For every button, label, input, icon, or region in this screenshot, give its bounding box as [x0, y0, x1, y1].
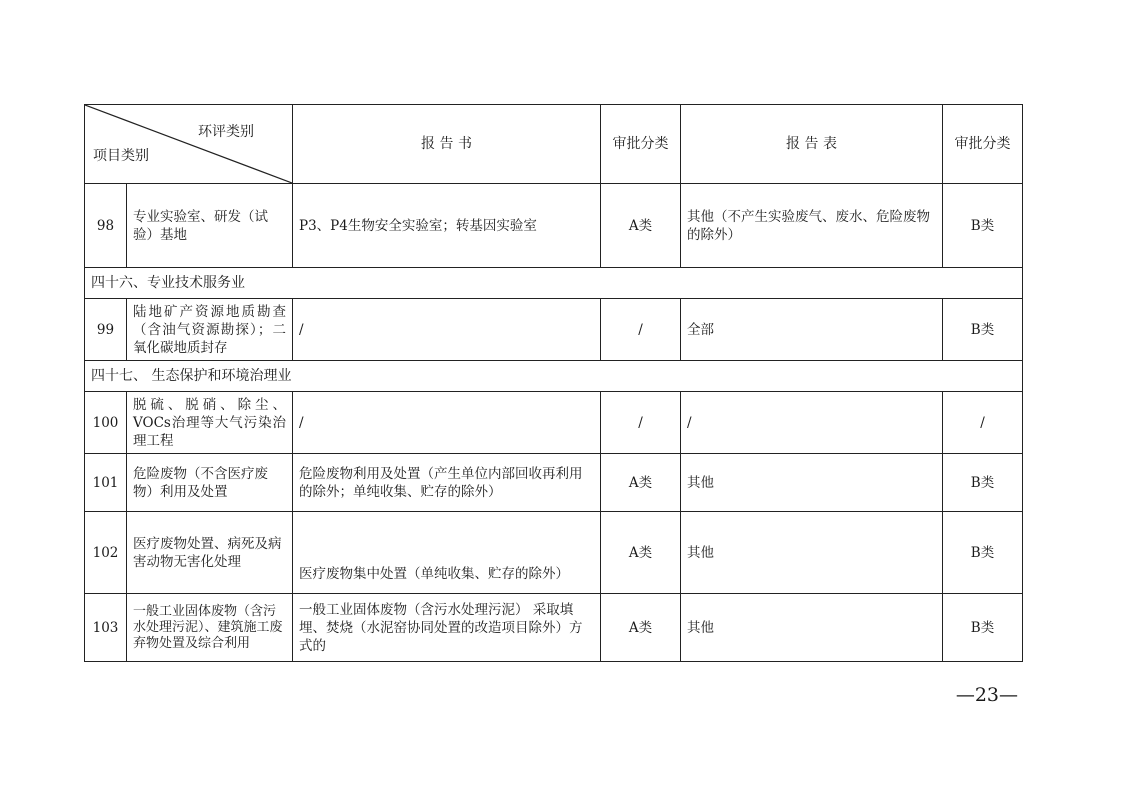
table-row — [85, 392, 1023, 454]
project-category: 一般工业固体废物（含污水处理污泥）、建筑施工废弃物处置及综合利用 — [127, 594, 293, 662]
section-title: 四十六、专业技术服务业 — [85, 268, 1023, 299]
project-category: 医疗废物处置、病死及病害动物无害化处理 — [127, 512, 293, 594]
approval-cell-2: B类 — [943, 184, 1023, 268]
row-number: 102 — [85, 512, 127, 594]
row-number: 99 — [85, 299, 127, 361]
row-number: 100 — [85, 392, 127, 454]
row-number: 98 — [85, 184, 127, 268]
approval-cell-2: B类 — [943, 512, 1023, 594]
table-row — [85, 299, 1023, 361]
approval-cell-1: A类 — [601, 594, 681, 662]
table-row — [85, 512, 1023, 594]
row-number: 101 — [85, 454, 127, 512]
report-form-cell: 其他（不产生实验废气、废水、危险废物的除外） — [681, 184, 943, 268]
report-book-cell: / — [293, 299, 601, 361]
report-book-cell: 一般工业固体废物（含污水处理污泥） 采取填埋、焚烧（水泥窑协同处置的改造项目除外）方式的 — [293, 594, 601, 662]
approval-cell-1: A类 — [601, 454, 681, 512]
report-form-cell: 全部 — [681, 299, 943, 361]
approval-cell-1: / — [601, 299, 681, 361]
report-form-cell: 其他 — [681, 454, 943, 512]
corner-top-label: 环评类别 — [198, 124, 254, 140]
approval-cell-2: B类 — [943, 594, 1023, 662]
section-row — [85, 361, 1023, 392]
approval-header-2: 审批分类 — [943, 105, 1023, 184]
diagonal-line — [85, 105, 292, 183]
corner-bottom-label: 项目类别 — [93, 148, 149, 164]
report-form-cell: 其他 — [681, 594, 943, 662]
report-book-cell: / — [293, 392, 601, 454]
approval-cell-2: B类 — [943, 454, 1023, 512]
section-title: 四十七、 生态保护和环境治理业 — [85, 361, 1023, 392]
table-row — [85, 184, 1023, 268]
page-number: —23— — [955, 684, 1018, 706]
approval-cell-2: / — [943, 392, 1023, 454]
report-form-cell: / — [681, 392, 943, 454]
approval-cell-1: / — [601, 392, 681, 454]
approval-cell-1: A类 — [601, 184, 681, 268]
table-header-row — [85, 105, 1023, 184]
table-row — [85, 454, 1023, 512]
approval-cell-2: B类 — [943, 299, 1023, 361]
project-category: 脱硫、脱硝、除尘、VOCs治理等大气污染治理工程 — [127, 392, 293, 454]
report-form-cell: 其他 — [681, 512, 943, 594]
project-category: 陆地矿产资源地质勘查（含油气资源勘探）；二氧化碳地质封存 — [127, 299, 293, 361]
row-number: 103 — [85, 594, 127, 662]
report-book-cell: P3、P4生物安全实验室；转基因实验室 — [293, 184, 601, 268]
project-category: 专业实验室、研发（试验）基地 — [127, 184, 293, 268]
approval-header-1: 审批分类 — [601, 105, 681, 184]
project-category: 危险废物（不含医疗废物）利用及处置 — [127, 454, 293, 512]
report-book-cell: 医疗废物集中处置（单纯收集、贮存的除外） — [293, 512, 601, 594]
classification-table — [84, 104, 1023, 662]
report-book-cell: 危险废物利用及处置（产生单位内部回收再利用的除外；单纯收集、贮存的除外） — [293, 454, 601, 512]
approval-cell-1: A类 — [601, 512, 681, 594]
table-row — [85, 594, 1023, 662]
corner-header-cell — [85, 105, 293, 184]
section-row — [85, 268, 1023, 299]
report-form-header: 报 告 表 — [681, 105, 943, 184]
report-book-header: 报 告 书 — [293, 105, 601, 184]
